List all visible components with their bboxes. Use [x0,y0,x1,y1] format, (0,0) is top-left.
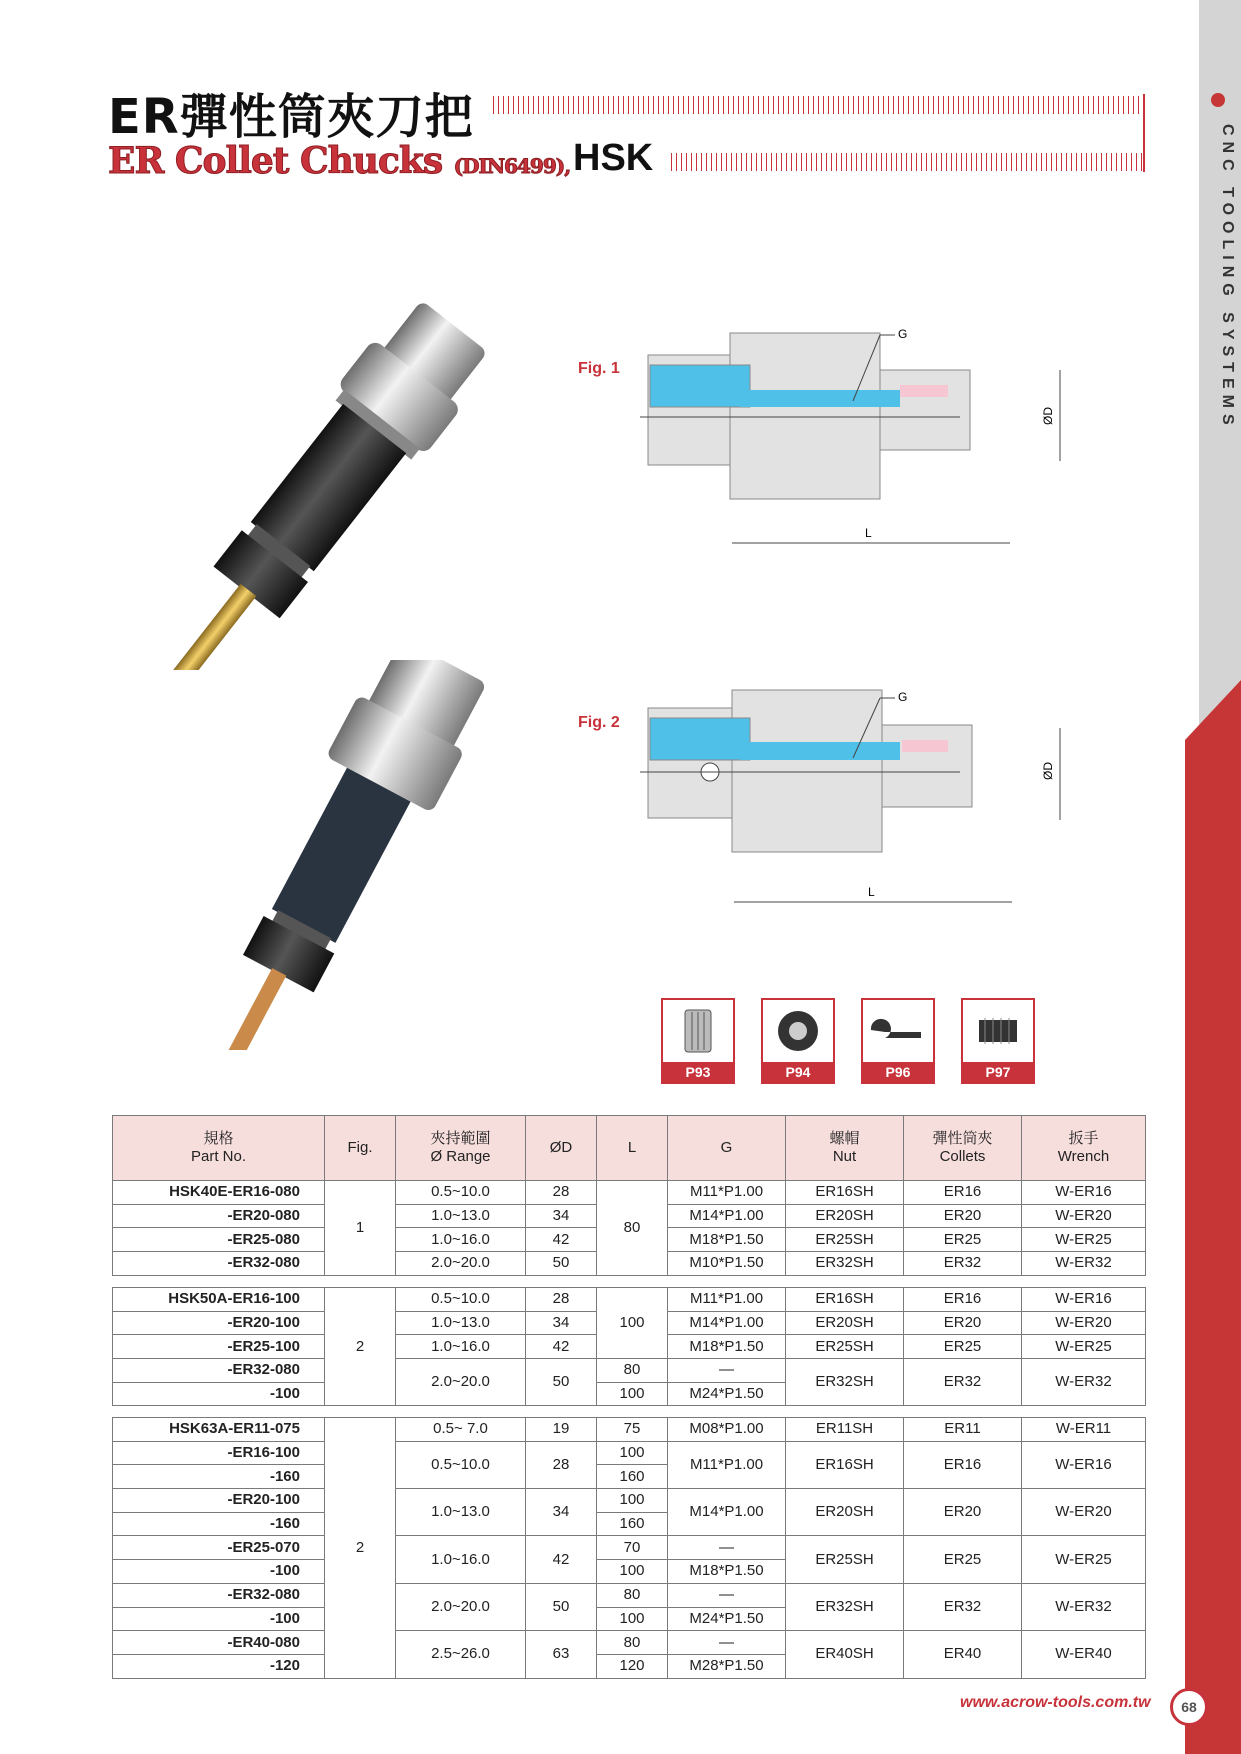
tool-photo-hsk-e [160,290,540,670]
fig1-d-label: ØD [1041,407,1055,425]
cell-d: 42 [526,1228,597,1252]
ref-box-screw[interactable] [961,998,1035,1084]
cell-range: 1.0~16.0 [396,1536,526,1583]
cell-nut: ER20SH [786,1489,904,1536]
cell-range: 0.5~10.0 [396,1441,526,1488]
table-row [113,1536,1146,1560]
cell-range: 1.0~16.0 [396,1335,526,1359]
side-title: CNC TOOLING SYSTEMS [1219,124,1236,431]
cell-part: -160 [113,1512,325,1536]
cell-d: 50 [526,1252,597,1276]
table-row [113,1359,1146,1383]
header-nut: 螺帽 Nut [786,1116,904,1181]
cell-l: 120 [597,1654,668,1678]
cell-l: 75 [597,1418,668,1442]
cell-collet: ER20 [904,1204,1022,1228]
cell-nut: ER25SH [786,1536,904,1583]
cell-collet: ER11 [904,1418,1022,1442]
cell-range: 0.5~ 7.0 [396,1418,526,1442]
cell-part: -ER40-080 [113,1631,325,1655]
cell-g: — [668,1536,786,1560]
side-dot-icon [1211,93,1225,107]
cell-range: 0.5~10.0 [396,1181,526,1205]
title-en-main: ER Collet Chucks [108,140,443,182]
cell-range: 1.0~13.0 [396,1489,526,1536]
cell-nut: ER40SH [786,1631,904,1678]
cell-d: 34 [526,1489,597,1536]
fig1-label: Fig. 1 [578,360,620,377]
cell-wrench: W-ER16 [1022,1181,1146,1205]
cell-collet: ER20 [904,1489,1022,1536]
cell-l: 80 [597,1583,668,1607]
tool-photo-hsk-a [160,660,540,1050]
cell-g: M18*P1.50 [668,1228,786,1252]
cell-collet: ER32 [904,1359,1022,1406]
cell-part: -120 [113,1654,325,1678]
table-row [113,1583,1146,1607]
cell-range: 2.0~20.0 [396,1359,526,1406]
cell-d: 28 [526,1288,597,1312]
fig2-l-label: L [868,885,875,899]
cell-g: M14*P1.00 [668,1489,786,1536]
cell-part: -100 [113,1560,325,1584]
cell-range: 1.0~16.0 [396,1228,526,1252]
cell-nut: ER32SH [786,1252,904,1276]
cell-g: M10*P1.50 [668,1252,786,1276]
cell-wrench: W-ER20 [1022,1311,1146,1335]
cell-part: HSK50A-ER16-100 [113,1288,325,1312]
cell-l: 160 [597,1512,668,1536]
fig1-l-label: L [865,526,872,540]
cell-d: 34 [526,1204,597,1228]
cell-d: 34 [526,1311,597,1335]
wrench-icon [863,1000,933,1062]
cell-nut: ER25SH [786,1335,904,1359]
fig2-drawing [640,680,1080,905]
header-collets: 彈性筒夾 Collets [904,1116,1022,1181]
header-l: L [597,1116,668,1181]
spec-table-header [112,1115,1146,1181]
ref-label-p94: P94 [763,1062,833,1082]
ref-box-nut[interactable] [761,998,835,1084]
title-hatch-bottom [671,153,1143,171]
cell-part: -ER20-100 [113,1489,325,1513]
fig1-g-label: G [898,327,908,341]
cell-d: 63 [526,1631,597,1678]
cell-l: 80 [597,1359,668,1383]
side-stripes [1195,690,1241,770]
cell-part: -ER16-100 [113,1441,325,1465]
table-row [113,1418,1146,1442]
cell-fig: 2 [325,1418,396,1679]
cell-g: M24*P1.50 [668,1382,786,1406]
cell-part: -ER25-100 [113,1335,325,1359]
cell-d: 50 [526,1583,597,1630]
cell-wrench: W-ER25 [1022,1335,1146,1359]
cell-g: M11*P1.00 [668,1181,786,1205]
cell-l: 100 [597,1560,668,1584]
cell-g: M14*P1.00 [668,1204,786,1228]
cell-wrench: W-ER25 [1022,1536,1146,1583]
cell-g: M08*P1.00 [668,1418,786,1442]
fig2-d-label: ØD [1041,762,1055,780]
cell-nut: ER20SH [786,1311,904,1335]
table-row [113,1489,1146,1513]
cell-range: 2.5~26.0 [396,1631,526,1678]
cell-range: 1.0~13.0 [396,1311,526,1335]
nut-icon [763,1000,833,1062]
cell-l: 100 [597,1382,668,1406]
cell-collet: ER25 [904,1536,1022,1583]
cell-part: -100 [113,1382,325,1406]
cell-nut: ER11SH [786,1418,904,1442]
ref-label-p93: P93 [663,1062,733,1082]
cell-g: — [668,1631,786,1655]
cell-l: 80 [597,1181,668,1276]
cell-nut: ER16SH [786,1441,904,1488]
cell-collet: ER32 [904,1583,1022,1630]
cell-nut: ER16SH [786,1181,904,1205]
cell-wrench: W-ER32 [1022,1252,1146,1276]
cell-wrench: W-ER16 [1022,1441,1146,1488]
cell-g: M18*P1.50 [668,1560,786,1584]
cell-nut: ER25SH [786,1228,904,1252]
cell-d: 42 [526,1536,597,1583]
table-row [113,1441,1146,1465]
cell-wrench: W-ER11 [1022,1418,1146,1442]
cell-part: HSK63A-ER11-075 [113,1418,325,1442]
cell-nut: ER32SH [786,1359,904,1406]
cell-part: -100 [113,1607,325,1631]
header-fig: Fig. [325,1116,396,1181]
cell-part: -ER32-080 [113,1252,325,1276]
cell-l: 100 [597,1607,668,1631]
cell-g: M24*P1.50 [668,1607,786,1631]
header-part-no: 規格 Part No. [113,1116,325,1181]
cell-wrench: W-ER25 [1022,1228,1146,1252]
fig1-drawing [640,325,1080,550]
cell-part: -160 [113,1465,325,1489]
cell-range: 2.0~20.0 [396,1252,526,1276]
page-title-hsk: HSK [573,137,654,179]
title-hatch-top [493,96,1143,114]
cell-fig: 2 [325,1288,396,1406]
fig2-g-label: G [898,690,908,704]
cell-l: 160 [597,1465,668,1489]
cell-collet: ER25 [904,1228,1022,1252]
cell-nut: ER20SH [786,1204,904,1228]
cell-g: M11*P1.00 [668,1441,786,1488]
cell-l: 100 [597,1288,668,1359]
footer-website-link[interactable]: www.acrow-tools.com.tw [960,1694,1151,1711]
cell-g: — [668,1359,786,1383]
cell-g: M14*P1.00 [668,1311,786,1335]
table-row [113,1631,1146,1655]
cell-l: 100 [597,1489,668,1513]
cell-collet: ER16 [904,1441,1022,1488]
cell-d: 28 [526,1181,597,1205]
page-title-en [108,140,570,182]
cell-d: 28 [526,1441,597,1488]
table-row [113,1288,1146,1312]
cell-wrench: W-ER32 [1022,1359,1146,1406]
cell-range: 1.0~13.0 [396,1204,526,1228]
cell-part: -ER20-100 [113,1311,325,1335]
cell-collet: ER16 [904,1288,1022,1312]
cell-part: HSK40E-ER16-080 [113,1181,325,1205]
cell-g: M11*P1.00 [668,1288,786,1312]
screw-icon [963,1000,1033,1062]
spec-table-hsk40e [112,1180,1146,1276]
fig2-label: Fig. 2 [578,714,620,731]
cell-d: 50 [526,1359,597,1406]
title-hatch-edge [1143,94,1145,172]
cell-collet: ER32 [904,1252,1022,1276]
cell-collet: ER20 [904,1311,1022,1335]
cell-wrench: W-ER16 [1022,1288,1146,1312]
cell-part: -ER20-080 [113,1204,325,1228]
ref-box-collet[interactable] [661,998,735,1084]
cell-collet: ER16 [904,1181,1022,1205]
cell-wrench: W-ER40 [1022,1631,1146,1678]
side-red-band [1185,740,1241,1754]
page-number: 68 [1170,1688,1208,1726]
cell-nut: ER16SH [786,1288,904,1312]
header-range: 夾持範圍 Ø Range [396,1116,526,1181]
header-g: G [668,1116,786,1181]
ref-label-p97: P97 [963,1062,1033,1082]
title-en-din: (DIN6499), [453,154,571,178]
cell-collet: ER25 [904,1335,1022,1359]
cell-l: 80 [597,1631,668,1655]
cell-d: 19 [526,1418,597,1442]
ref-label-p96: P96 [863,1062,933,1082]
cell-g: M18*P1.50 [668,1335,786,1359]
cell-d: 42 [526,1335,597,1359]
header-d: ØD [526,1116,597,1181]
cell-part: -ER25-080 [113,1228,325,1252]
cell-wrench: W-ER20 [1022,1204,1146,1228]
cell-l: 70 [597,1536,668,1560]
cell-part: -ER32-080 [113,1583,325,1607]
cell-collet: ER40 [904,1631,1022,1678]
cell-part: -ER32-080 [113,1359,325,1383]
cell-g: M28*P1.50 [668,1654,786,1678]
ref-box-wrench[interactable] [861,998,935,1084]
cell-wrench: W-ER32 [1022,1583,1146,1630]
cell-part: -ER25-070 [113,1536,325,1560]
cell-range: 0.5~10.0 [396,1288,526,1312]
cell-wrench: W-ER20 [1022,1489,1146,1536]
cell-g: — [668,1583,786,1607]
cell-fig: 1 [325,1181,396,1276]
cell-range: 2.0~20.0 [396,1583,526,1630]
cell-nut: ER32SH [786,1583,904,1630]
spec-table-hsk63a [112,1417,1146,1679]
header-wrench: 扳手 Wrench [1022,1116,1146,1181]
cell-l: 100 [597,1441,668,1465]
spec-table-hsk50a [112,1287,1146,1406]
collet-icon [663,1000,733,1062]
table-row [113,1181,1146,1205]
page-title-zh: ER彈性筒夾刀把 [108,89,474,145]
